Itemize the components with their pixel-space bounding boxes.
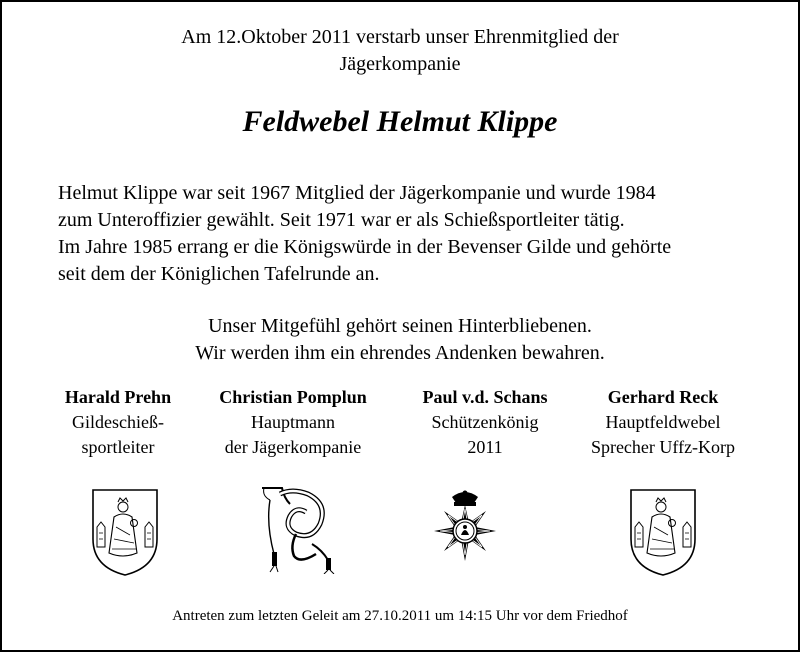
- signer-name: Harald Prehn: [64, 387, 172, 407]
- signer: [193, 385, 393, 460]
- intro-line-1: Am 12.Oktober 2011 verstarb unser Ehrenmitglied der: [181, 26, 619, 48]
- star-order-badge-icon: [430, 487, 500, 573]
- bio-line: zum Unteroffizier gewählt. Seit 1971 war er als Schießsportleiter tätig.: [58, 209, 625, 231]
- condolence-line: Unser Mitgefühl gehört seinen Hinterbliebenen.: [208, 315, 592, 337]
- hunting-horn-icon: [256, 484, 346, 574]
- bio-line: Im Jahre 1985 errang er die Königswürde in der Bevenser Gilde und gehörte: [58, 236, 672, 258]
- intro-text: [2, 24, 798, 78]
- signer-name: Paul v.d. Schans: [422, 387, 548, 407]
- signers: [2, 385, 798, 465]
- signer: [385, 385, 585, 460]
- signer-title: Schützenkönig: [431, 412, 539, 432]
- signer-title: Gildeschieß-: [72, 412, 164, 432]
- signer: [18, 385, 218, 460]
- signer-title: Hauptfeldwebel: [605, 412, 721, 432]
- condolence-text: [2, 313, 798, 367]
- bio-line: seit dem der Königlichen Tafelrunde an.: [58, 263, 380, 285]
- signer-title: der Jägerkompanie: [224, 437, 362, 457]
- deceased-name: Feldwebel Helmut Klippe: [242, 105, 558, 138]
- biography: [58, 180, 778, 288]
- signer-title: sportleiter: [81, 437, 155, 457]
- signer-title: Hauptmann: [251, 412, 335, 432]
- madonna-coat-of-arms-icon: [628, 487, 698, 577]
- signer-name: Christian Pomplun: [219, 387, 367, 407]
- bio-line: Helmut Klippe war seit 1967 Mitglied der Jägerkompanie und wurde 1984: [58, 182, 656, 204]
- signer-title: 2011: [467, 437, 503, 457]
- signer-title: Sprecher Uffz-Korp: [590, 437, 736, 457]
- condolence-line: Wir werden ihm ein ehrendes Andenken bewahren.: [195, 342, 605, 364]
- intro-line-2: Jägerkompanie: [339, 53, 461, 75]
- funeral-info: Antreten zum letzten Geleit am 27.10.2011 um 14:15 Uhr vor dem Friedhof: [172, 608, 628, 624]
- madonna-coat-of-arms-icon: [90, 487, 160, 577]
- signer-name: Gerhard Reck: [607, 387, 719, 407]
- signer: [563, 385, 763, 460]
